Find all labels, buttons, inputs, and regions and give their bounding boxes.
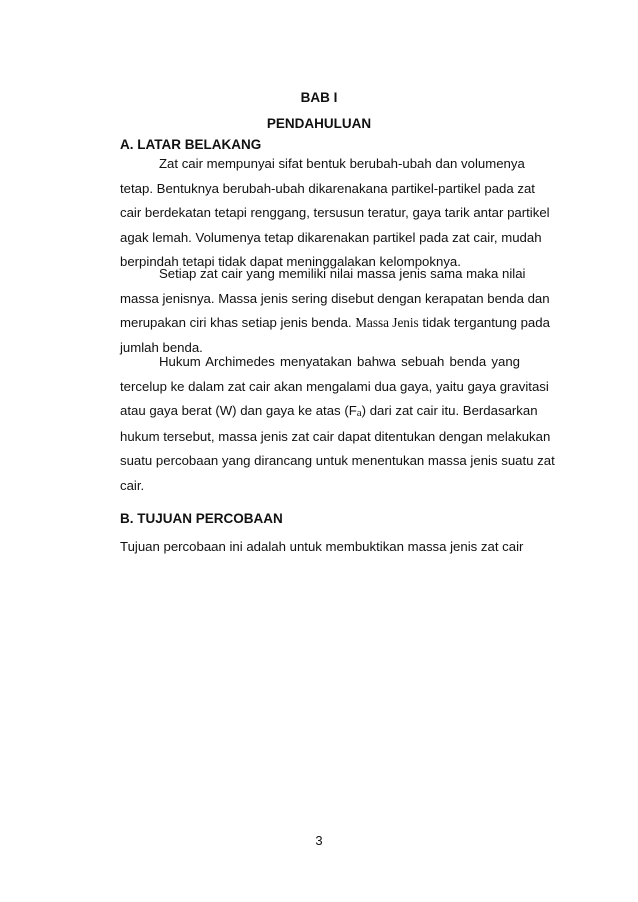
paragraph-line: jumlah benda. [120,339,203,355]
paragraph-line: berpindah tetapi tidak dapat meninggalakan kelompoknya. [120,254,461,270]
paragraph-line [120,399,538,425]
chapter-number: BAB I [300,90,338,105]
paragraph-line: hukum tersebut, massa jenis zat cair dapat ditentukan dengan melakukan [120,428,551,444]
page-number: 3 [315,833,323,848]
paragraph-line: suatu percobaan yang dirancang untuk menentukan massa jenis suatu zat [120,453,555,469]
paragraph-3 [120,350,555,499]
paragraph-line: Zat cair mempunyai sifat bentuk berubah-ubah dan volumenya [159,156,525,171]
paragraph-line: tetap. Bentuknya berubah-ubah dikarenakana partikel-partikel pada zat [120,180,535,196]
paragraph-line: tercelup ke dalam zat cair akan mengalami dua gaya, yaitu gaya gravitasi [120,378,549,394]
text-run: merupakan ciri khas setiap jenis benda. [120,315,356,331]
chapter-title: PENDAHULUAN [266,116,372,131]
paragraph-1 [120,152,550,275]
text-run: atau gaya berat (W) dan gaya ke atas (F [120,403,357,419]
paragraph-line: massa jenisnya. Massa jenis sering disebut dengan kerapatan benda dan [120,290,550,306]
paragraph-line: Setiap zat cair yang memiliki nilai massa jenis sama maka nilai [159,266,526,281]
section-b-heading: B. TUJUAN PERCOBAAN [120,511,283,526]
paragraph-line: Hukum Archimedes menyatakan bahwa sebuah benda yang [159,354,520,369]
subscript: a [356,407,362,420]
paragraph-line: cair berdekatan tetapi renggang, tersusun teratur, gaya tarik antar partikel [120,205,550,221]
text-run: tidak tergantung pada [418,315,550,331]
paragraph-line [120,311,550,336]
section-a-heading: A. LATAR BELAKANG [120,137,262,152]
paragraph-line: Tujuan percobaan ini adalah untuk membuktikan massa jenis zat cair [120,539,524,554]
paragraph-line: agak lemah. Volumenya tetap dikarenakan partikel pada zat cair, mudah [120,229,542,245]
paragraph-2 [120,262,550,360]
paragraph-4 [120,535,524,560]
paragraph-line: cair. [120,477,145,493]
serif-term: Massa Jenis [355,315,419,331]
text-run: ) dari zat cair itu. Berdasarkan [361,403,538,419]
